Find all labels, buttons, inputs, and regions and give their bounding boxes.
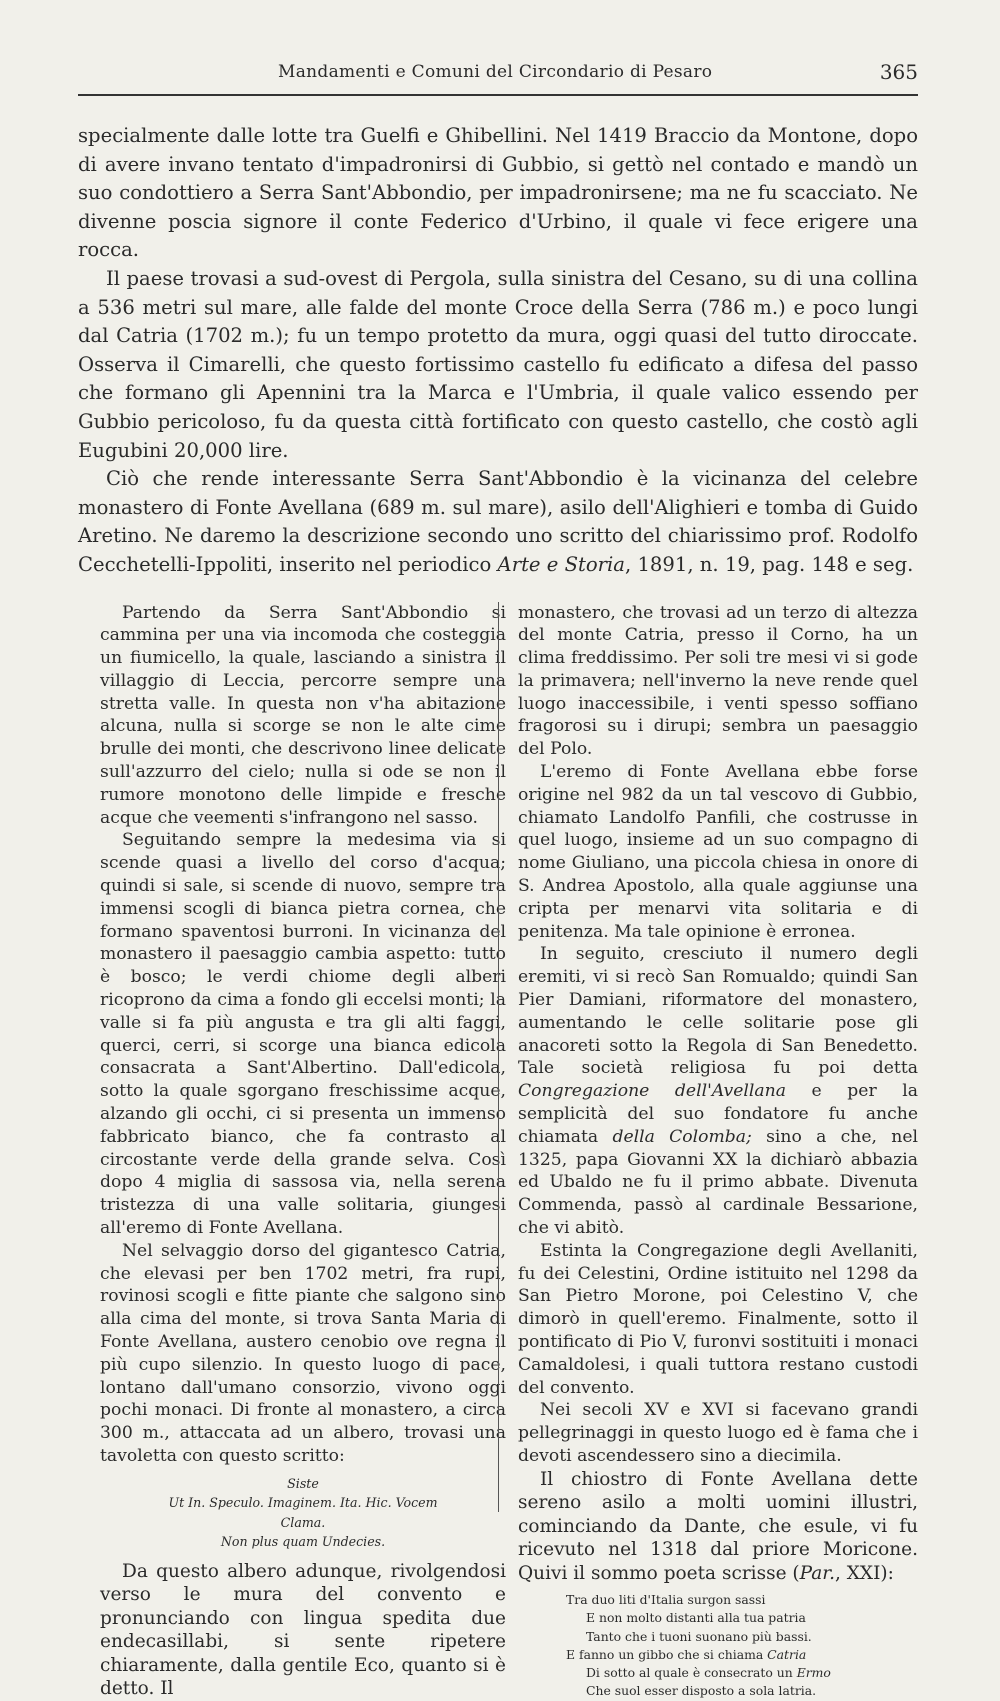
running-title: Mandamenti e Comuni del Circondario di Pesaro (278, 62, 713, 82)
intro-paragraph-3 (78, 465, 918, 579)
page-number: 365 (879, 60, 918, 84)
two-column-section (78, 602, 919, 1700)
right-p3-italic-2: della Colomba; (612, 1126, 752, 1147)
inscription (100, 1474, 506, 1552)
left-paragraph-4: Da questo albero adunque, rivolgendosi verso le mura del convento e pronunciando con lingua spedita due endecasillabi, si sente ripetere chiaramente, dalla gentile Eco, quanto si è detto. Il (100, 1560, 506, 1700)
right-p3-c: sino a che, nel 1325, papa Giovanni XX la dichiarò abbazia ed Ubaldo ne fu il primo abbate. Divenuta Commenda, passò al cardinale Bessarione, che vi abitò. (518, 1126, 919, 1239)
right-p6-italic: Par. (799, 1562, 835, 1584)
header-rule (78, 94, 918, 96)
right-paragraph-5: Nei secoli XV e XVI si facevano grandi pellegrinaggi in questo luogo ed è fama che i devoti ascendessero sino a diecimila. (518, 1400, 918, 1466)
right-p6-b: , XXI): (834, 1562, 894, 1584)
verse-line-3: Tanto che i tuoni suonano più bassi. (586, 1628, 812, 1644)
verse-line-5-italic: Ermo (796, 1665, 831, 1681)
intro-p3-text: Ciò che rende interessante Serra Sant'Abbondio è la vicinanza del celebre monastero di Fonte Avellana (689 m. sul mare), asilo dell'Alighieri e tomba di Guido Aretino. Ne daremo la descrizione secondo uno scritto del chiarissimo prof. Rodolfo Cecchetelli-Ippoliti, inserito nel periodico (78, 467, 918, 576)
intro-text (78, 122, 918, 580)
intro-paragraph-2: Il paese trovasi a sud-ovest di Pergola, sulla sinistra del Cesano, su di una collina a 536 metri sul mare, alle falde del monte Croce della Serra (786 m.) e poco lungi dal Catria (1702 m.); fu un tempo protetto da mura, oggi quasi del tutto diroccate. Osserva il Cimarelli, che questo fortissimo castello fu edificato a difesa del passo che formano gli Apennini tra la Marca e l'Umbria, il quale valico essendo per Gubbio pericoloso, fu da questa città fortificato con questo castello, che costò agli Eugubini 20,000 lire. (78, 266, 918, 462)
verse-line-2: E non molto distanti alla tua patria (586, 1610, 806, 1626)
intro-paragraph-1: specialmente dalle lotte tra Guelfi e Ghibellini. Nel 1419 Braccio da Montone, dopo di avere invano tentato d'impadronirsi di Gubbio, si gettò nel contado e mandò un suo condottiero a Serra Sant'Abbondio, per impadronirsene; ma ne fu scacciato. Ne divenne poscia signore il conte Federico d'Urbino, il quale vi fece erigere una rocca. (78, 124, 918, 262)
right-p3-b: e per la semplicità del suo fondatore fu anche chiamata (518, 1081, 918, 1147)
left-paragraph-1: Partendo da Serra Sant'Abbondio si cammina per una via incomoda che costeggia un fiumicello, la quale, lasciando a sinistra il villaggio di Leccia, percorre sempre una stretta valle. In questa non v'ha abitazione alcuna, nulla si scorge se non le alte cime brulle dei monti, che descrivono linee delicate sull'azzurro del cielo; nulla si ode se non il rumore monotono delle limpide e fresche acque che veementi s'infrangono nel sasso. (100, 602, 506, 828)
left-paragraph-2: Seguitando sempre la medesima via si scende quasi a livello del corso d'acqua; quindi si sale, si scende di nuovo, sempre tra immensi scogli di bianca pietra cornea, che formano spaventosi burroni. In vicinanza del monastero il paesaggio cambia aspetto: tutto è bosco; le verdi chiome degli alberi ricoprono da cima a fondo gli eccelsi monti; la valle si fa più angusta e tra gli alti faggi, querci, cerri, si scorge una bianca edicola consacrata a Sant'Albertino. Dall'edicola, sotto la quale sgorgano freschissime acque, alzando gli occhi, ci si presenta un immenso fabbricato bianco, che fa contrasto al circostante verde della grande selva. Così dopo 4 miglia di sassosa via, nella serena tristezza di una valle solitaria, giungesi all'eremo di Fonte Avellana. (100, 830, 506, 1239)
left-column (100, 602, 506, 1701)
right-paragraph-3 (518, 943, 918, 1239)
inscription-line-1: Siste (287, 1475, 319, 1491)
verse-line-5-text: Di sotto al quale è consecrato un (586, 1665, 797, 1681)
verse-line-5 (566, 1664, 918, 1682)
dante-verse (566, 1591, 918, 1700)
inscription-line-3: Clama. (280, 1514, 326, 1530)
right-paragraph-4: Estinta la Congregazione degli Avellaniti, fu dei Celestini, Ordine istituito nel 1298 da San Pietro Morone, poi Celestino V, che dimorò in quell'eremo. Finalmente, sotto il pontificato di Pio V, furonvi sostituiti i monaci Camaldolesi, i quali tuttora restano custodi del convento. (518, 1240, 918, 1398)
inscription-line-2: Ut In. Speculo. Imaginem. Ita. Hic. Vocem (168, 1495, 438, 1511)
right-p6-a: Il chiostro di Fonte Avellana dette sereno asilo a molti uomini illustri, cominciando da Dante, che esule, vi fu ricevuto nel 1318 dal priore Moricone. Quivi il sommo poeta scrisse ( (518, 1468, 918, 1584)
intro-p3-citation: , 1891, n. 19, pag. 148 e seg. (625, 552, 914, 576)
verse-line-4 (566, 1646, 918, 1664)
right-p3-italic-1: Congregazione dell'Avellana (518, 1081, 786, 1102)
verse-line-6: Che suol esser disposto a sola latria. (586, 1683, 817, 1699)
right-paragraph-6 (518, 1468, 918, 1586)
verse-line-1: Tra duo liti d'Italia surgon sassi (566, 1592, 766, 1608)
page (78, 58, 919, 1700)
verse-line-4-italic: Catria (767, 1646, 807, 1662)
verse-line-4-text: E fanno un gibbo che si chiama (566, 1646, 768, 1662)
right-paragraph-2: L'eremo di Fonte Avellana ebbe forse origine nel 982 da un tal vescovo di Gubbio, chiamato Landolfo Panfili, che costrusse in quel luogo, insieme ad un suo compagno di nome Giuliano, una piccola chiesa in onore di S. Andrea Apostolo, alla quale aggiunse una cripta per menarvi vita solitaria e di penitenza. Ma tale opinione è erronea. (518, 762, 918, 942)
right-column (518, 602, 918, 1701)
left-paragraph-3: Nel selvaggio dorso del gigantesco Catria, che elevasi per ben 1702 metri, fra rupi, rovinosi scogli e fitte piante che salgono sino alla cima del monte, si trova Santa Maria di Fonte Avellana, austero cenobio ove regna il più cupo silenzio. In questo luogo di pace, lontano dall'umano consorzio, vivono oggi pochi monaci. Di fronte al monastero, a circa 300 m., attaccata ad un albero, trovasi una tavoletta con questo scritto: (100, 1240, 506, 1466)
periodical-title: Arte e Storia (497, 552, 625, 576)
column-divider (498, 602, 499, 1512)
right-p3-a: In seguito, cresciuto il numero degli eremiti, vi si recò San Romualdo; quindi San Pier Damiani, riformatore del monastero, aumentando le celle solitarie pose gli anacoreti sotto la Regola di San Benedetto. Tale società religiosa fu poi detta (518, 944, 918, 1079)
running-head (78, 58, 918, 92)
inscription-line-4: Non plus quam Undecies. (220, 1534, 386, 1550)
right-paragraph-1: monastero, che trovasi ad un terzo di altezza del monte Catria, presso il Corno, ha un clima freddissimo. Per soli tre mesi vi si gode la primavera; nell'inverno la neve rende quel luogo inaccessibile, i venti spesso soffiano fragorosi su i dirupi; sembra un paesaggio del Polo. (518, 602, 918, 760)
